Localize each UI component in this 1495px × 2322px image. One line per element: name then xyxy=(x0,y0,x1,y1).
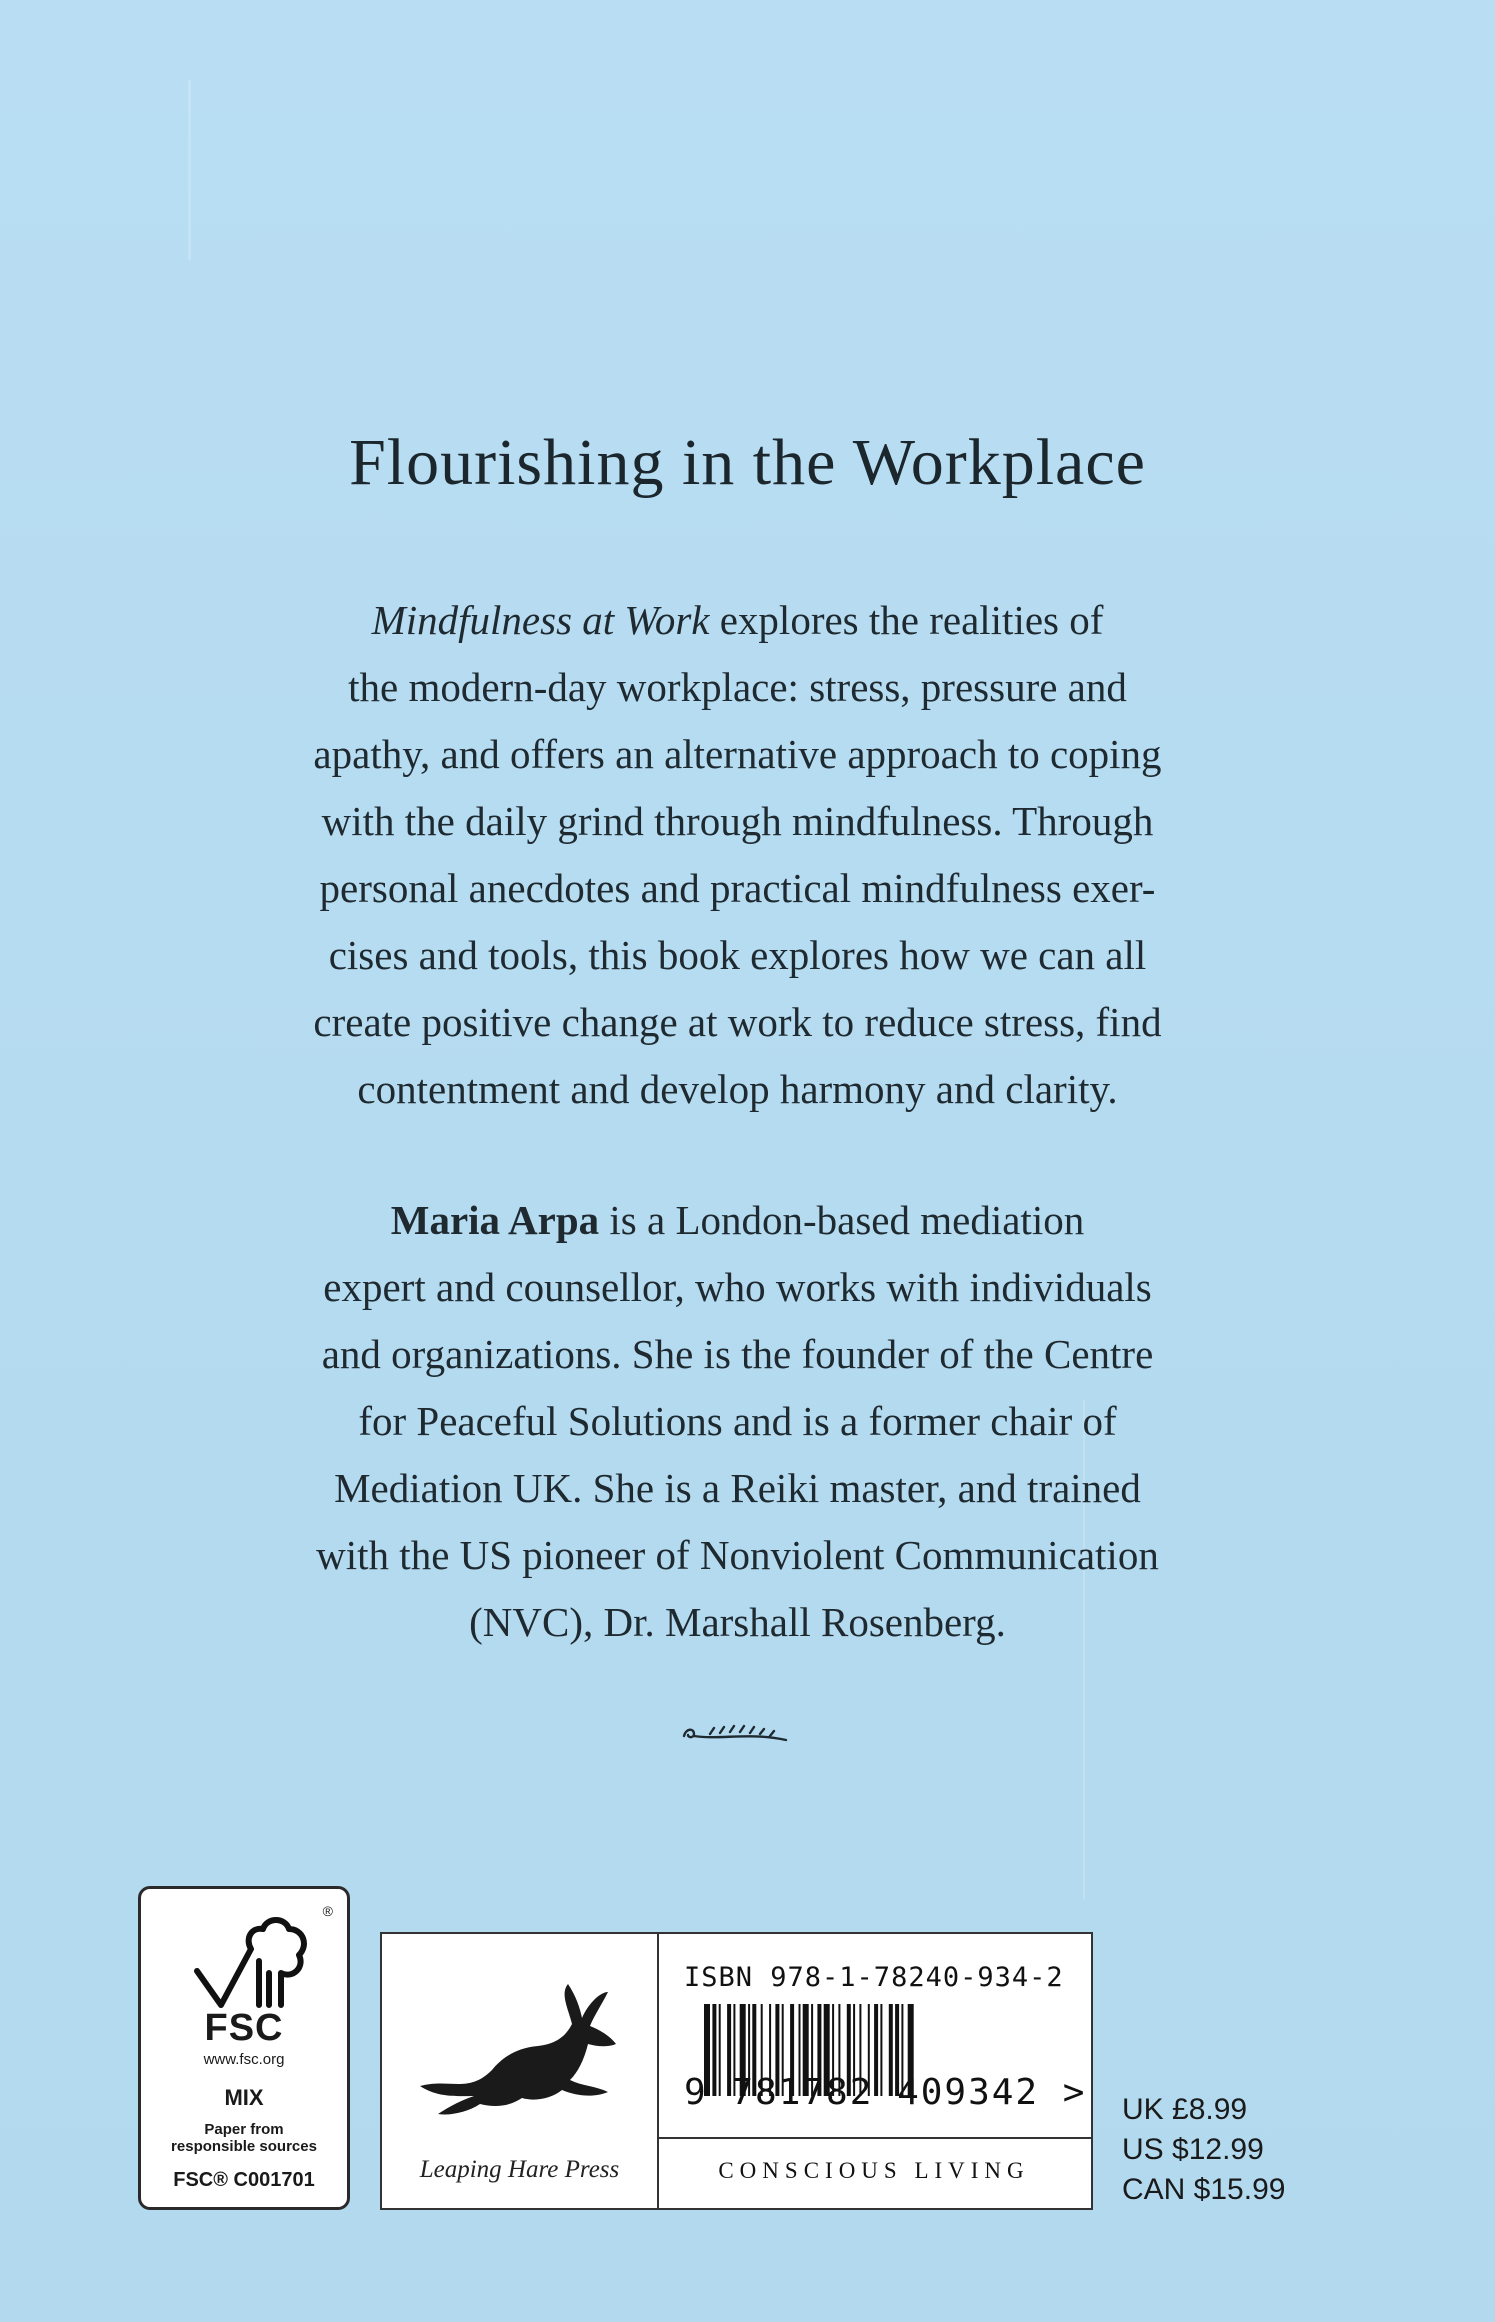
fsc-paper-source: Paper from responsible sources xyxy=(171,2121,317,2155)
description-line: Mindfulness at Work explores the realities of xyxy=(371,597,1104,643)
price-uk: UK £8.99 xyxy=(1122,2093,1248,2126)
description-line: cises and tools, this book explores how we can all xyxy=(328,932,1147,978)
bio-line: and organizations. She is the founder of the Centre xyxy=(321,1331,1154,1377)
fsc-license-code: FSC® C001701 xyxy=(173,2169,315,2191)
leaping-hare-logo-icon xyxy=(410,1974,630,2124)
fsc-tree-checkmark-icon xyxy=(177,1909,317,2019)
description-line: contentment and develop harmony and clarity. xyxy=(357,1066,1118,1112)
cover-heading: Flourishing in the Workplace xyxy=(349,426,1146,499)
book-description xyxy=(260,587,1215,1123)
barcode-digits: 9 781782 409342 > xyxy=(684,2072,1087,2113)
registered-mark: ® xyxy=(322,1903,333,1919)
bio-line: (NVC), Dr. Marshall Rosenberg. xyxy=(469,1599,1006,1645)
description-line: with the daily grind through mindfulness. Through xyxy=(321,798,1154,844)
description-line: apathy, and offers an alternative approach to coping xyxy=(313,731,1162,777)
bio-line: Maria Arpa is a London-based mediation xyxy=(390,1197,1085,1243)
divider xyxy=(657,2137,1091,2139)
book-title-italic: Mindfulness at Work xyxy=(371,597,710,643)
publisher-name: Leaping Hare Press xyxy=(419,2156,620,2183)
bio-line: expert and counsellor, who works with individuals xyxy=(323,1264,1152,1310)
fsc-url: www.fsc.org xyxy=(203,2051,285,2068)
bio-line: with the US pioneer of Nonviolent Communication xyxy=(316,1532,1159,1578)
description-line: personal anecdotes and practical mindfulness exer- xyxy=(319,865,1156,911)
isbn-barcode-block xyxy=(380,1932,1093,2210)
description-line: create positive change at work to reduce stress, find xyxy=(313,999,1162,1045)
series-name: CONSCIOUS LIVING xyxy=(718,2158,1030,2183)
publisher-cell xyxy=(382,1934,659,2208)
bio-line: for Peaceful Solutions and is a former chair of xyxy=(358,1398,1117,1444)
scuff-mark xyxy=(188,80,191,260)
fsc-certification-label xyxy=(138,1886,350,2210)
description-line: the modern-day workplace: stress, pressure and xyxy=(348,664,1127,710)
fsc-mix: MIX xyxy=(224,2085,264,2110)
isbn-number: ISBN 978-1-78240-934-2 xyxy=(684,1962,1064,1993)
author-name: Maria Arpa xyxy=(390,1197,600,1243)
price-us: US $12.99 xyxy=(1122,2133,1264,2166)
fsc-brand: FSC xyxy=(204,2007,284,2049)
price-list xyxy=(1122,2090,1285,2210)
flourish-ornament-icon xyxy=(680,1720,790,1746)
price-can: CAN $15.99 xyxy=(1122,2173,1286,2206)
bio-line: Mediation UK. She is a Reiki master, and trained xyxy=(334,1465,1141,1511)
author-bio xyxy=(260,1187,1215,1656)
